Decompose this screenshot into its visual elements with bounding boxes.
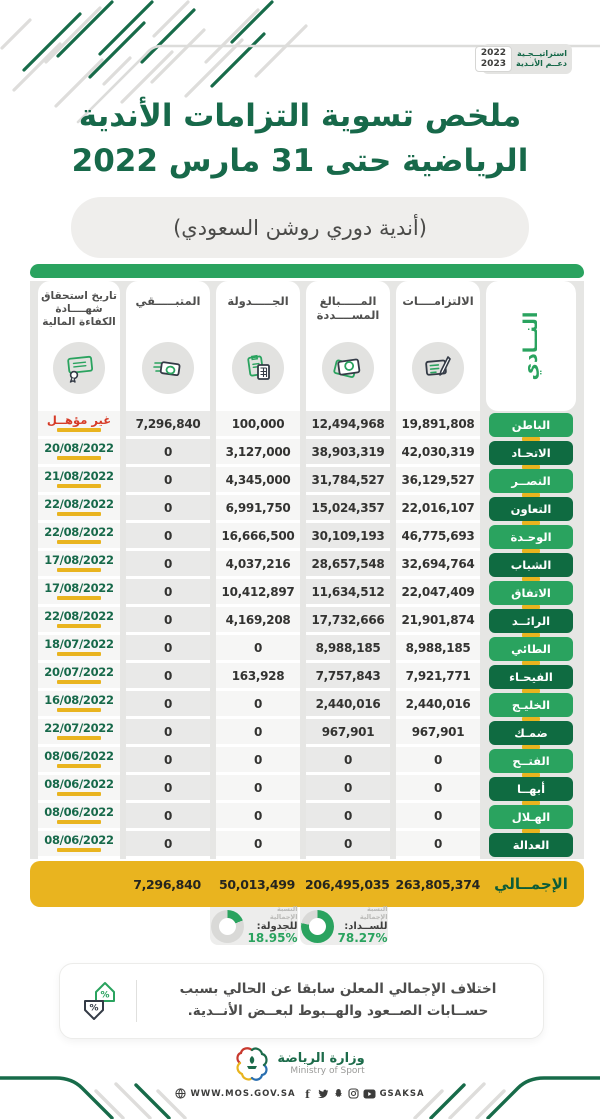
cert-date-value: 22/08/2022: [44, 497, 114, 512]
club-badge: أبهــا: [489, 777, 573, 801]
page-title: ملخص تسوية التزامات الأندية الرياضية حتى 31 مارس 2022: [71, 98, 529, 179]
scheduled-cell: 0: [216, 831, 300, 856]
gold-underline: [57, 456, 101, 460]
scheduled-cell: 0: [216, 775, 300, 800]
remaining-cell: 0: [126, 523, 210, 548]
gold-underline: [57, 652, 101, 656]
column-cert-date: [38, 281, 120, 859]
obligations-cell: 22,047,409: [396, 579, 480, 604]
obligations-cell: 32,694,764: [396, 551, 480, 576]
club-badge-slot: [486, 831, 576, 859]
club-column-title: النــادي: [520, 311, 542, 381]
paid-donut-chart: [301, 910, 334, 943]
paid-pct-label: للســداد:: [344, 920, 388, 932]
percentage-arrows-icon: [78, 980, 122, 1022]
club-badge: الباطن: [489, 413, 573, 437]
club-badge: الشباب: [489, 553, 573, 577]
strategy-badge-years: 2022 2023: [475, 46, 512, 72]
remaining-cell: 7,296,840: [126, 411, 210, 436]
club-badge-slot: [486, 523, 576, 551]
strategy-badge-label: استراتيــجـية دعــم الأنـدية: [515, 48, 567, 68]
paid-cell: 31,784,527: [306, 467, 390, 492]
club-badge-slot: [486, 607, 576, 635]
obligations-cell: 8,988,185: [396, 635, 480, 660]
scheduled-cell: 163,928: [216, 663, 300, 688]
cert-date-cell: [38, 803, 120, 828]
gold-underline: [57, 540, 101, 544]
paid-cell: 8,988,185: [306, 635, 390, 660]
cert-date-cell: [38, 551, 120, 576]
club-badge: الهـلال: [489, 805, 573, 829]
remaining-cell: 0: [126, 635, 210, 660]
remaining-cell: 0: [126, 719, 210, 744]
scheduled-cell: 100,000: [216, 411, 300, 436]
gold-underline: [57, 568, 101, 572]
scheduled-cell: 0: [216, 635, 300, 660]
scheduled-percentage-stat: [210, 907, 298, 945]
cert-date-value: 18/07/2022: [44, 637, 114, 652]
scheduled-cell: 4,345,000: [216, 467, 300, 492]
remaining-cell: 0: [126, 775, 210, 800]
paid-cell: 2,440,016: [306, 691, 390, 716]
paid-cell: 11,634,512: [306, 579, 390, 604]
obligations-cell: 22,016,107: [396, 495, 480, 520]
club-badge-slot: [486, 747, 576, 775]
sched-pct-caption: النسبة الإجمالية: [269, 905, 298, 921]
scheduled-header: الجـــــدولة: [216, 281, 300, 411]
club-badge-slot: [486, 691, 576, 719]
remaining-cell: 0: [126, 803, 210, 828]
paid-cell: 7,757,843: [306, 663, 390, 688]
cert-date-cell: [38, 411, 120, 436]
club-badge: النصــر: [489, 469, 573, 493]
remaining-cell: 0: [126, 831, 210, 856]
banknotes-icon: [333, 353, 363, 383]
club-badge: الطائي: [489, 637, 573, 661]
scheduled-cell: 6,991,750: [216, 495, 300, 520]
obligations-cell: 19,891,808: [396, 411, 480, 436]
cert-date-value: 17/08/2022: [44, 581, 114, 596]
gold-underline: [57, 848, 101, 852]
remaining-cell: 0: [126, 747, 210, 772]
svg-text:f: f: [304, 1088, 311, 1099]
club-badge-slot: [486, 719, 576, 747]
paid-percentage-stat: [300, 907, 388, 945]
cert-date-cell: [38, 579, 120, 604]
club-badges: [486, 411, 576, 859]
club-badge: الفتــح: [489, 749, 573, 773]
gold-underline: [57, 512, 101, 516]
total-label: الإجمــالي: [494, 875, 568, 893]
bottom-corner-stripes: [0, 1039, 600, 1119]
cert-date-cell: [38, 495, 120, 520]
scheduled-cell: 0: [216, 719, 300, 744]
remaining-cell: 0: [126, 607, 210, 632]
note-card: [59, 963, 544, 1039]
contract-pen-icon: [423, 353, 453, 383]
ministry-name-ar: وزارة الرياضة: [277, 1050, 365, 1066]
cert-date-value: 20/08/2022: [44, 441, 114, 456]
website-url[interactable]: WWW.MOS.GOV.SA: [190, 1088, 296, 1099]
cert-date-value: 08/06/2022: [44, 777, 114, 792]
obligations-cell: 7,921,771: [396, 663, 480, 688]
table-top-bar: [30, 264, 584, 278]
cert-date-header: تاريخ استحقاق شهــــادة الكفاءة المالية: [38, 281, 120, 411]
club-column-header: [486, 281, 576, 411]
club-badge: التعاون: [489, 497, 573, 521]
club-badge: ضمـك: [489, 721, 573, 745]
remaining-cell: 0: [126, 691, 210, 716]
remaining-header: المتبـــــقي: [126, 281, 210, 411]
cert-date-cell: [38, 439, 120, 464]
club-badge: الوحـدة: [489, 525, 573, 549]
clipboard-calculator-icon: [243, 353, 273, 383]
paid-cell: 38,903,319: [306, 439, 390, 464]
cert-date-cell: [38, 691, 120, 716]
cert-date-cells: [38, 411, 120, 859]
svg-text:%: %: [89, 1003, 99, 1014]
cert-date-cell: [38, 607, 120, 632]
cert-date-cell: [38, 523, 120, 548]
remaining-cell: 0: [126, 467, 210, 492]
note-divider: [136, 980, 137, 1022]
cert-date-value: 22/08/2022: [44, 609, 114, 624]
sched-pct-value: 18.95%: [247, 931, 298, 946]
club-badge-slot: [486, 775, 576, 803]
club-badge-slot: [486, 663, 576, 691]
paid-cell: 0: [306, 831, 390, 856]
obligations-cell: 0: [396, 831, 480, 856]
ineligible-status: غير مؤهــل: [46, 413, 112, 428]
cert-date-cell: [38, 775, 120, 800]
obligations-cells: [396, 411, 480, 859]
club-badge-slot: [486, 439, 576, 467]
gold-underline: [57, 736, 101, 740]
cert-date-value: 17/08/2022: [44, 553, 114, 568]
cert-date-value: 22/08/2022: [44, 525, 114, 540]
remaining-cell: 0: [126, 551, 210, 576]
gold-underline: [57, 708, 101, 712]
flying-banknote-icon: [153, 353, 183, 383]
scheduled-cell: 4,037,216: [216, 551, 300, 576]
scheduled-cell: 16,666,500: [216, 523, 300, 548]
gold-underline: [57, 764, 101, 768]
cert-date-cell: [38, 747, 120, 772]
ministry-name-en: Ministry of Sport: [290, 1066, 365, 1077]
paid-cell: 28,657,548: [306, 551, 390, 576]
obligations-cell: 0: [396, 803, 480, 828]
paid-cells: [306, 411, 390, 859]
cert-date-value: 08/06/2022: [44, 749, 114, 764]
club-badge: العدالة: [489, 833, 573, 857]
club-badge-slot: [486, 495, 576, 523]
scheduled-cells: [216, 411, 300, 859]
paid-cell: 0: [306, 775, 390, 800]
club-badge-slot: [486, 579, 576, 607]
paid-cell: 15,024,357: [306, 495, 390, 520]
obligations-header: الالتزامــــات: [396, 281, 480, 411]
scheduled-cell: 10,412,897: [216, 579, 300, 604]
club-badge-slot: [486, 803, 576, 831]
total-paid: 206,495,035: [305, 876, 390, 892]
club-badge-slot: [486, 467, 576, 495]
obligations-icon-circle: [412, 342, 464, 394]
total-scheduled: 50,013,499: [218, 876, 296, 892]
note-text: اختلاف الإجمالي المعلن سابقا عن الحالي بسبب حســابات الصــعود والهــبوط لبعــض الأنــدية.: [179, 981, 497, 1019]
paid-cell: 0: [306, 803, 390, 828]
obligations-cell: 42,030,319: [396, 439, 480, 464]
cert-icon-circle: [53, 342, 105, 394]
gold-underline: [57, 428, 101, 432]
club-badge: الفيحـاء: [489, 665, 573, 689]
gold-underline: [57, 596, 101, 600]
club-badge: الاتفاق: [489, 581, 573, 605]
club-badge: الاتحـاد: [489, 441, 573, 465]
subtitle-pill: (أندية دوري روشن السعودي): [71, 197, 529, 258]
obligations-cell: 46,775,693: [396, 523, 480, 548]
scheduled-cell: 0: [216, 803, 300, 828]
club-badge-slot: [486, 635, 576, 663]
cert-date-cell: [38, 719, 120, 744]
paid-pct-caption: النسبة الإجمالية: [359, 905, 388, 921]
cert-date-value: 16/08/2022: [44, 693, 114, 708]
cert-date-value: 08/06/2022: [44, 805, 114, 820]
gold-underline: [57, 680, 101, 684]
obligations-cell: 0: [396, 775, 480, 800]
cert-date-cell: [38, 831, 120, 856]
obligations-cell: 967,901: [396, 719, 480, 744]
remaining-cell: 0: [126, 495, 210, 520]
certificate-icon: [64, 353, 94, 383]
paid-cell: 30,109,193: [306, 523, 390, 548]
strategy-badge: [482, 44, 572, 74]
obligations-cell: 0: [396, 747, 480, 772]
cert-date-value: 22/07/2022: [44, 721, 114, 736]
remaining-cell: 0: [126, 439, 210, 464]
column-paid: [306, 281, 390, 859]
table-footer: [30, 907, 584, 948]
gold-underline: [57, 792, 101, 796]
obligations-cell: 36,129,527: [396, 467, 480, 492]
scheduled-cell: 0: [216, 691, 300, 716]
gold-underline: [57, 624, 101, 628]
paid-header: المـــــبالغ المســــددة: [306, 281, 390, 411]
gold-underline: [57, 484, 101, 488]
column-obligations: [396, 281, 480, 859]
club-badge-slot: [486, 411, 576, 439]
club-badge: الرائــد: [489, 609, 573, 633]
paid-pct-value: 78.27%: [337, 931, 388, 946]
gold-underline: [57, 820, 101, 824]
social-handle[interactable]: GSAKSA: [379, 1088, 425, 1099]
paid-icon-circle: [322, 342, 374, 394]
total-obligations: 263,805,374: [395, 876, 480, 892]
paid-cell: 0: [306, 747, 390, 772]
obligations-cell: 2,440,016: [396, 691, 480, 716]
cert-date-value: 08/06/2022: [44, 833, 114, 848]
remaining-icon-circle: [142, 342, 194, 394]
settlement-table: [30, 264, 584, 948]
club-badge: الخليـج: [489, 693, 573, 717]
cert-date-cell: [38, 663, 120, 688]
sched-pct-label: للجدولة:: [256, 920, 298, 932]
column-scheduled: [216, 281, 300, 859]
paid-cell: 967,901: [306, 719, 390, 744]
scheduled-donut-chart: [211, 910, 244, 943]
scheduled-cell: 3,127,000: [216, 439, 300, 464]
paid-cell: 12,494,968: [306, 411, 390, 436]
remaining-cell: 0: [126, 579, 210, 604]
club-badge-slot: [486, 551, 576, 579]
column-club: [486, 281, 576, 859]
scheduled-icon-circle: [232, 342, 284, 394]
cert-date-value: 21/08/2022: [44, 469, 114, 484]
obligations-cell: 21,901,874: [396, 607, 480, 632]
remaining-cell: 0: [126, 663, 210, 688]
scheduled-cell: 4,169,208: [216, 607, 300, 632]
svg-text:%: %: [100, 990, 110, 1001]
cert-date-cell: [38, 467, 120, 492]
table-columns: [30, 281, 584, 859]
cert-date-cell: [38, 635, 120, 660]
paid-cell: 17,732,666: [306, 607, 390, 632]
totals-row: [30, 861, 584, 907]
total-remaining: 7,296,840: [133, 876, 201, 892]
column-remaining: [126, 281, 210, 859]
remaining-cells: [126, 411, 210, 859]
scheduled-cell: 0: [216, 747, 300, 772]
cert-date-value: 20/07/2022: [44, 665, 114, 680]
